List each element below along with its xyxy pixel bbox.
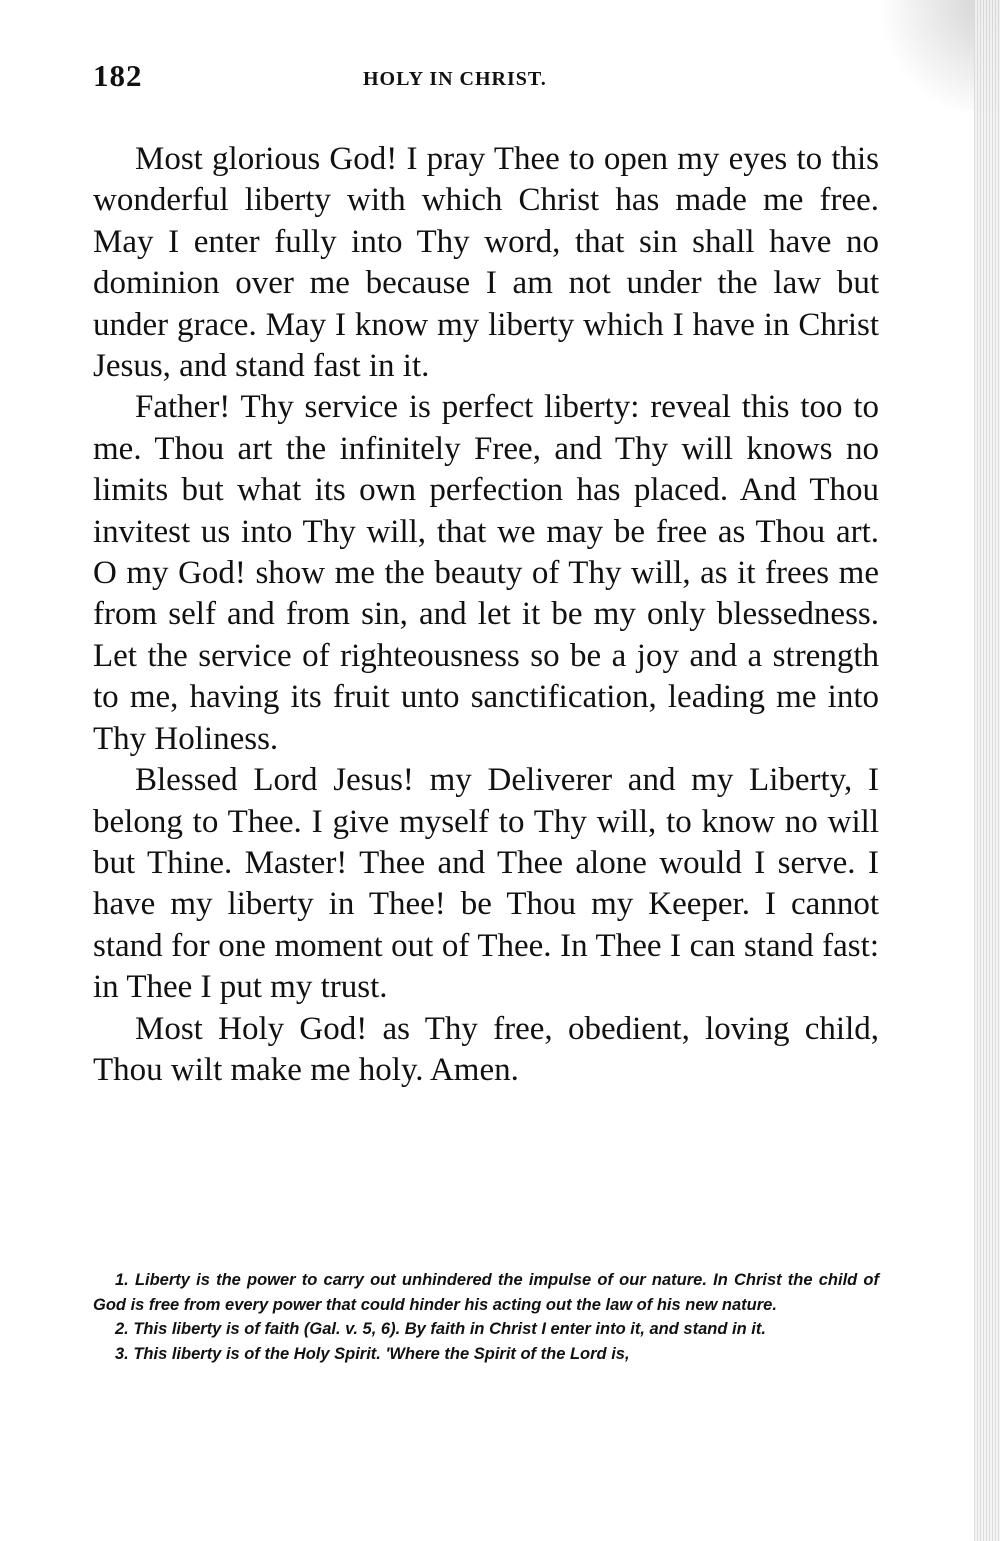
page-header	[93, 58, 883, 98]
prayer-text	[93, 139, 879, 1091]
paragraph: Most Holy God! as Thy free, obedient, loving child, Thou wilt make me holy. Amen.	[93, 1010, 879, 1088]
paragraph: Blessed Lord Jesus! my Deliverer and my Liberty, I belong to Thee. I give myself to Thy will, to know no will but Thine. Master! Thee and Thee alone would I serve. I have my liberty in Thee! be Thou my Keeper. I cannot stand for one moment out of Thee. In Thee I can stand fast: in Thee I put my trust.	[93, 762, 879, 1006]
running-head: HOLY IN CHRIST.	[363, 68, 547, 90]
footnote: 2. This liberty is of faith (Gal. v. 5, 6). By faith in Christ I enter into it, and stand in it.	[115, 1320, 766, 1338]
paragraph: Most glorious God! I pray Thee to open my eyes to this wonderful liberty with which Christ has made me free. May I enter fully into Thy word, that sin shall have no dominion over me because I am not under the law but under grace. May I know my liberty which I have in Christ Jesus, and stand fast in it.	[93, 141, 879, 385]
footnotes	[93, 1268, 879, 1366]
footnote: 1. Liberty is the power to carry out unhindered the impulse of our nature. In Christ the child of God is free from every power that could hinder his acting out the law of his new nature.	[93, 1271, 879, 1314]
page-number: 182	[93, 58, 143, 93]
page-edge	[974, 0, 1000, 1541]
footnote: 3. This liberty is of the Holy Spirit. 'Where the Spirit of the Lord is,	[115, 1344, 630, 1363]
paragraph: Father! Thy service is perfect liberty: reveal this too to me. Thou art the infinitely Free, and Thy will knows no limits but what its own perfection has placed. And Thou invitest us into Thy will, that we may be free as Thou art. O my God! show me the beauty of Thy will, as it frees me from self and from sin, and let it be my only blessedness. Let the service of righteousness so be a joy and a strength to me, having its fruit unto sanctification, leading me into Thy Holiness.	[93, 389, 879, 757]
